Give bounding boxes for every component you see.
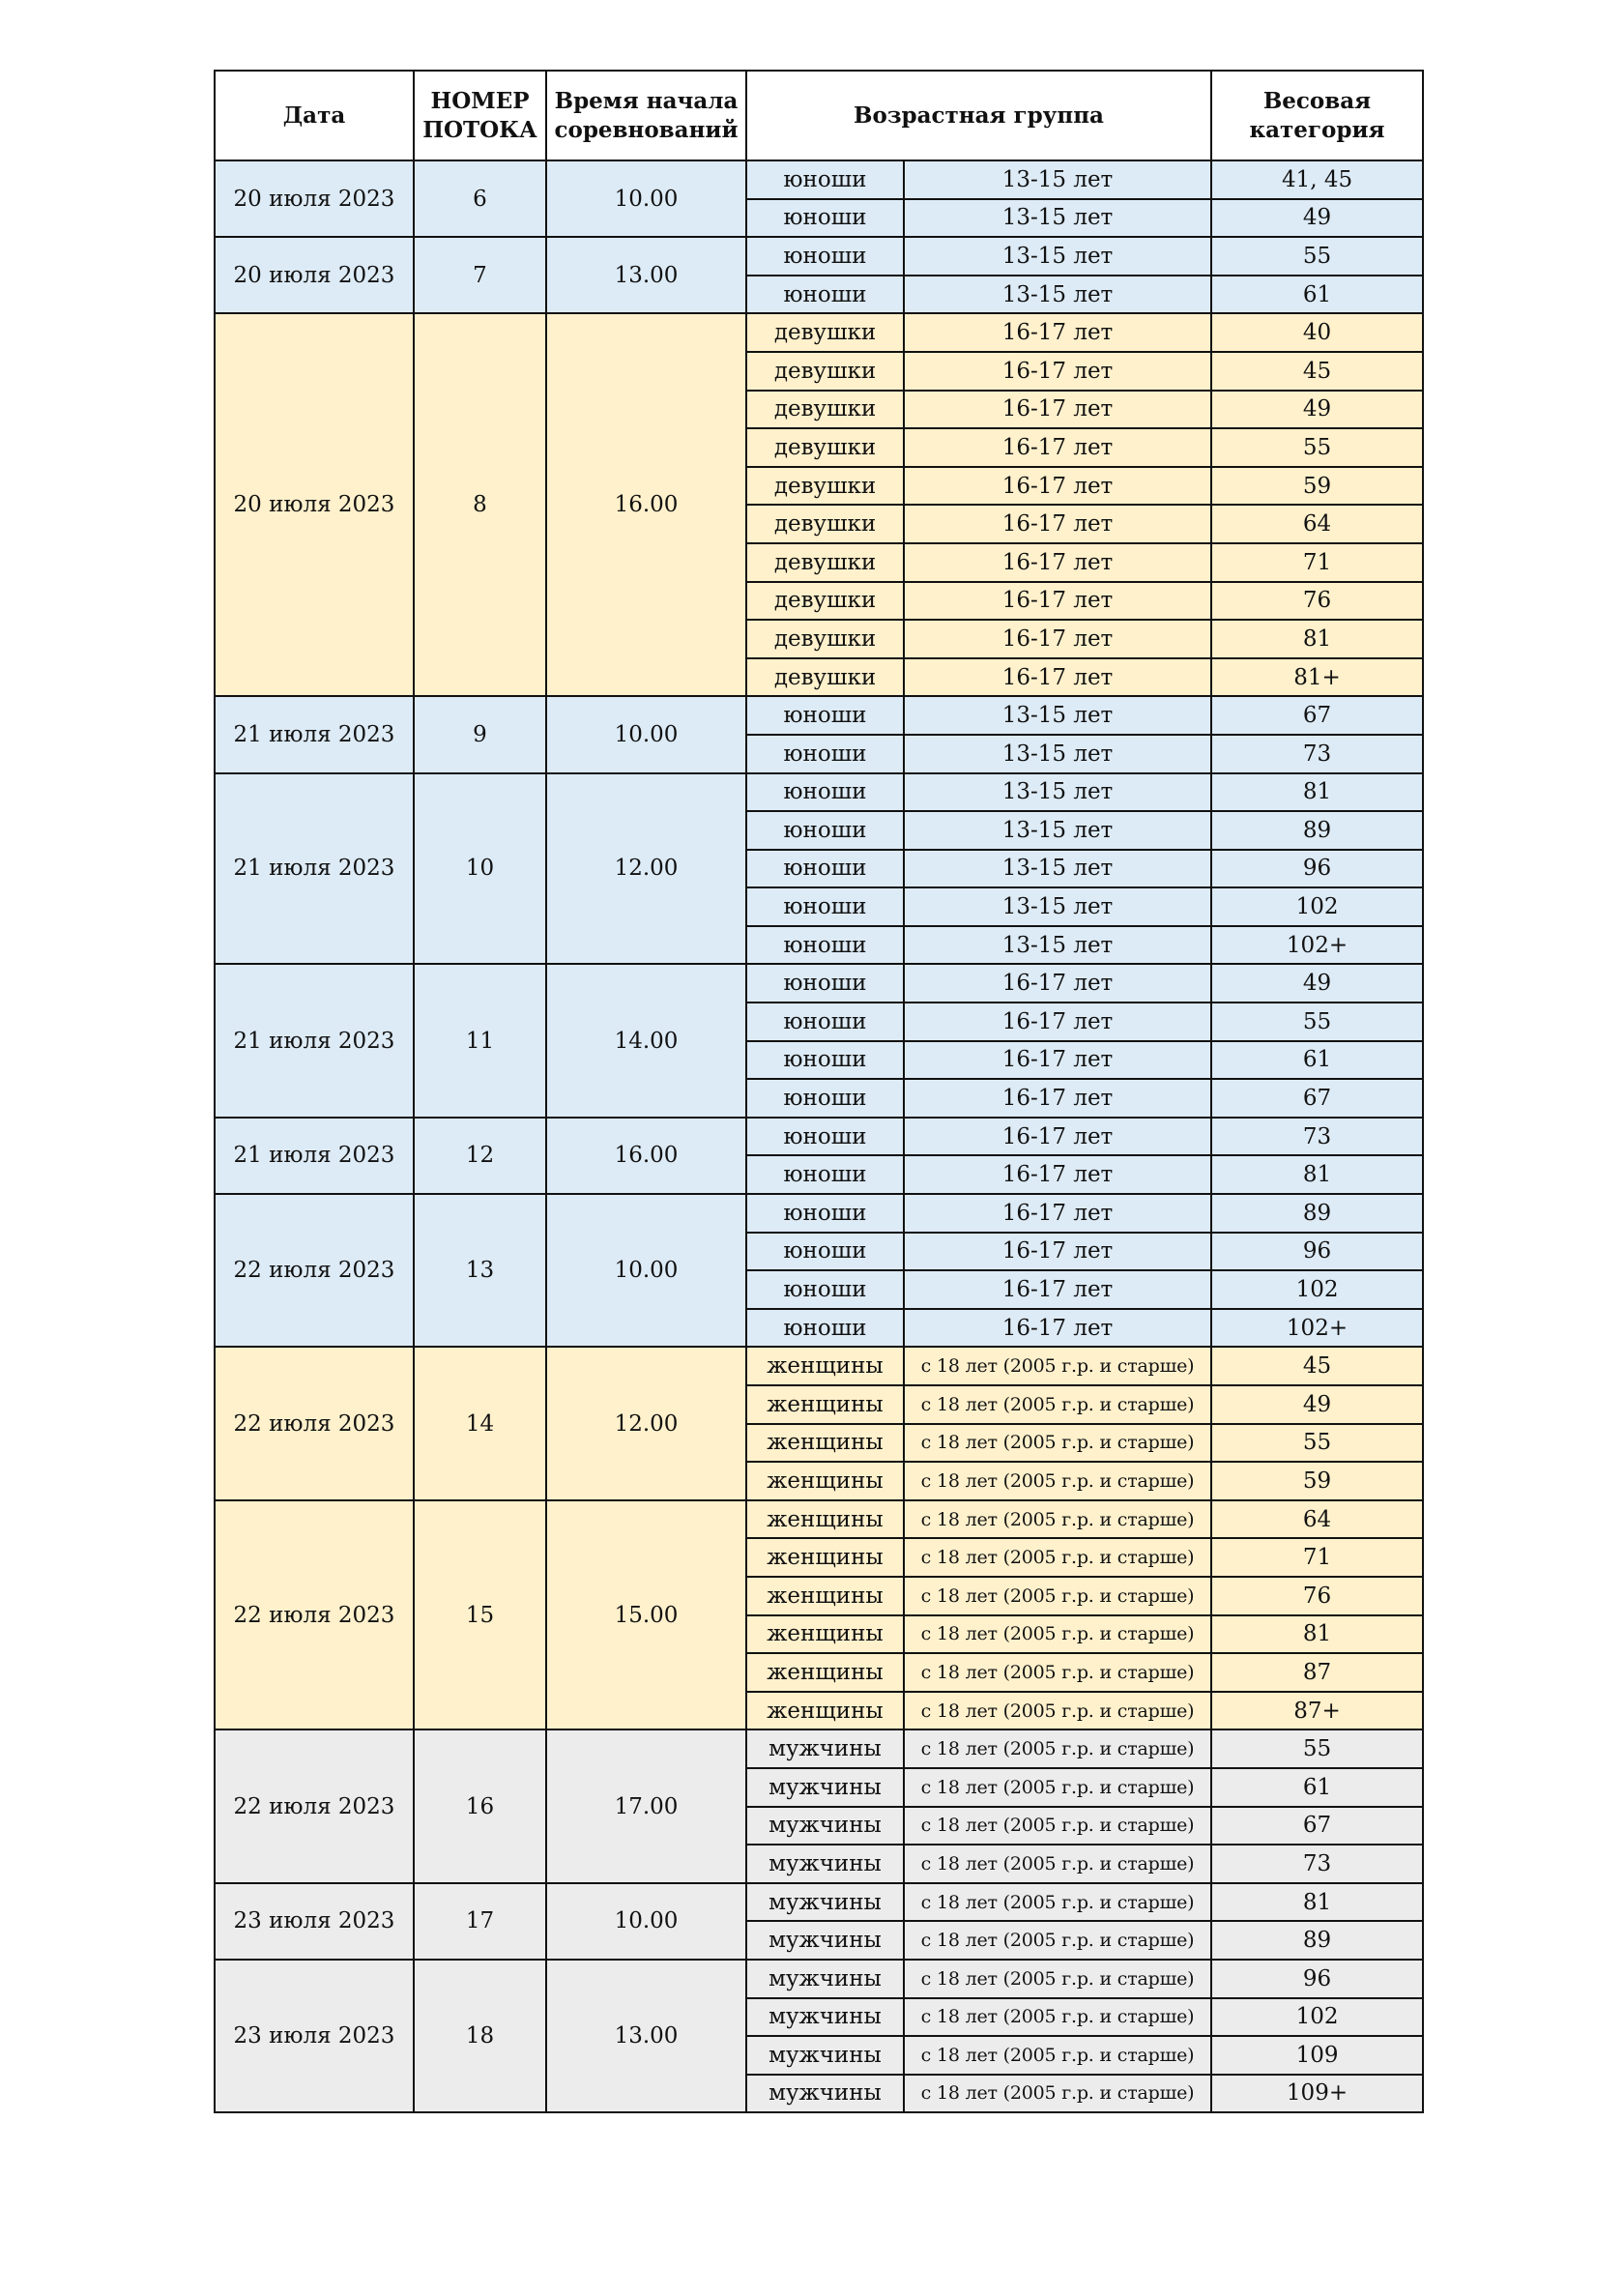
weight-category-cell: 67: [1211, 1807, 1423, 1846]
age-range-cell: с 18 лет (2005 г.р. и старше): [904, 1462, 1211, 1500]
gender-cell: девушки: [746, 543, 904, 582]
weight-category-cell: 89: [1211, 811, 1423, 850]
age-range-cell: 13-15 лет: [904, 199, 1211, 238]
age-range-cell: с 18 лет (2005 г.р. и старше): [904, 1729, 1211, 1768]
gender-cell: юноши: [746, 1233, 904, 1271]
date-cell: 22 июля 2023: [215, 1194, 414, 1347]
gender-cell: девушки: [746, 391, 904, 429]
gender-cell: женщины: [746, 1653, 904, 1692]
table-row: [215, 1960, 1423, 1998]
gender-cell: юноши: [746, 276, 904, 314]
gender-cell: юноши: [746, 1309, 904, 1348]
age-range-cell: 16-17 лет: [904, 543, 1211, 582]
gender-cell: мужчины: [746, 2075, 904, 2113]
gender-cell: юноши: [746, 237, 904, 276]
weight-category-cell: 64: [1211, 505, 1423, 543]
table-row: [215, 964, 1423, 1003]
age-range-cell: с 18 лет (2005 г.р. и старше): [904, 1845, 1211, 1883]
age-range-cell: 16-17 лет: [904, 428, 1211, 467]
gender-cell: юноши: [746, 1041, 904, 1080]
age-range-cell: с 18 лет (2005 г.р. и старше): [904, 1807, 1211, 1846]
weight-category-cell: 81: [1211, 773, 1423, 812]
age-range-cell: с 18 лет (2005 г.р. и старше): [904, 1577, 1211, 1615]
start-time-cell: 15.00: [546, 1500, 746, 1730]
start-time-cell: 10.00: [546, 1194, 746, 1347]
weight-category-cell: 71: [1211, 543, 1423, 582]
gender-cell: юноши: [746, 1194, 904, 1233]
age-range-cell: 16-17 лет: [904, 1003, 1211, 1041]
gender-cell: мужчины: [746, 1960, 904, 1998]
start-time-cell: 14.00: [546, 964, 746, 1117]
header-row: [215, 71, 1423, 160]
age-range-cell: 13-15 лет: [904, 276, 1211, 314]
table-row: [215, 696, 1423, 735]
table-row: [215, 1194, 1423, 1233]
date-cell: 23 июля 2023: [215, 1960, 414, 2112]
weight-category-cell: 64: [1211, 1500, 1423, 1539]
gender-cell: девушки: [746, 582, 904, 621]
stream-number-cell: 12: [414, 1118, 546, 1194]
age-range-cell: 13-15 лет: [904, 773, 1211, 812]
age-range-cell: с 18 лет (2005 г.р. и старше): [904, 1424, 1211, 1463]
age-range-cell: 13-15 лет: [904, 735, 1211, 773]
gender-cell: девушки: [746, 505, 904, 543]
age-range-cell: 13-15 лет: [904, 696, 1211, 735]
date-cell: 21 июля 2023: [215, 1118, 414, 1194]
table-row: [215, 1118, 1423, 1156]
age-range-cell: 16-17 лет: [904, 620, 1211, 658]
age-range-cell: 16-17 лет: [904, 1118, 1211, 1156]
age-range-cell: 16-17 лет: [904, 1233, 1211, 1271]
age-range-cell: 16-17 лет: [904, 1041, 1211, 1080]
weight-category-cell: 45: [1211, 1347, 1423, 1385]
age-range-cell: 16-17 лет: [904, 582, 1211, 621]
weight-category-cell: 102: [1211, 887, 1423, 926]
stream-number-cell: 13: [414, 1194, 546, 1347]
start-time-cell: 12.00: [546, 773, 746, 965]
start-time-cell: 12.00: [546, 1347, 746, 1499]
weight-category-cell: 89: [1211, 1194, 1423, 1233]
weight-category-cell: 61: [1211, 1041, 1423, 1080]
weight-category-cell: 87: [1211, 1653, 1423, 1692]
table-row: [215, 1500, 1423, 1539]
gender-cell: юноши: [746, 811, 904, 850]
start-time-cell: 13.00: [546, 237, 746, 313]
age-range-cell: с 18 лет (2005 г.р. и старше): [904, 2036, 1211, 2075]
age-range-cell: 16-17 лет: [904, 352, 1211, 391]
date-cell: 21 июля 2023: [215, 773, 414, 965]
table-row: [215, 1347, 1423, 1385]
weight-category-cell: 73: [1211, 735, 1423, 773]
weight-category-cell: 40: [1211, 313, 1423, 352]
age-range-cell: 16-17 лет: [904, 1270, 1211, 1309]
gender-cell: юноши: [746, 964, 904, 1003]
gender-cell: женщины: [746, 1538, 904, 1577]
weight-category-cell: 81: [1211, 620, 1423, 658]
gender-cell: юноши: [746, 1003, 904, 1041]
gender-cell: юноши: [746, 926, 904, 965]
stream-number-cell: 7: [414, 237, 546, 313]
age-range-cell: 13-15 лет: [904, 811, 1211, 850]
weight-category-cell: 96: [1211, 1233, 1423, 1271]
stream-number-cell: 11: [414, 964, 546, 1117]
gender-cell: девушки: [746, 352, 904, 391]
stream-number-cell: 9: [414, 696, 546, 772]
gender-cell: женщины: [746, 1500, 904, 1539]
weight-category-cell: 81: [1211, 1615, 1423, 1654]
stream-number-cell: 18: [414, 1960, 546, 2112]
gender-cell: женщины: [746, 1424, 904, 1463]
weight-category-cell: 45: [1211, 352, 1423, 391]
age-range-cell: с 18 лет (2005 г.р. и старше): [904, 1538, 1211, 1577]
table-row: [215, 773, 1423, 812]
gender-cell: женщины: [746, 1462, 904, 1500]
age-range-cell: с 18 лет (2005 г.р. и старше): [904, 1347, 1211, 1385]
date-cell: 20 июля 2023: [215, 160, 414, 237]
age-range-cell: 16-17 лет: [904, 658, 1211, 697]
header-stream-number: НОМЕР ПОТОКА: [414, 71, 546, 160]
weight-category-cell: 55: [1211, 1424, 1423, 1463]
table-row: [215, 1883, 1423, 1922]
gender-cell: девушки: [746, 658, 904, 697]
weight-category-cell: 76: [1211, 582, 1423, 621]
stream-number-cell: 15: [414, 1500, 546, 1730]
gender-cell: юноши: [746, 735, 904, 773]
date-cell: 22 июля 2023: [215, 1347, 414, 1499]
age-range-cell: с 18 лет (2005 г.р. и старше): [904, 1768, 1211, 1807]
weight-category-cell: 55: [1211, 428, 1423, 467]
gender-cell: женщины: [746, 1385, 904, 1424]
weight-category-cell: 67: [1211, 696, 1423, 735]
age-range-cell: с 18 лет (2005 г.р. и старше): [904, 1500, 1211, 1539]
age-range-cell: с 18 лет (2005 г.р. и старше): [904, 2075, 1211, 2113]
start-time-cell: 10.00: [546, 1883, 746, 1960]
gender-cell: женщины: [746, 1347, 904, 1385]
weight-category-cell: 87+: [1211, 1692, 1423, 1730]
stream-number-cell: 10: [414, 773, 546, 965]
date-cell: 23 июля 2023: [215, 1883, 414, 1960]
weight-category-cell: 102+: [1211, 926, 1423, 965]
weight-category-cell: 49: [1211, 391, 1423, 429]
weight-category-cell: 109+: [1211, 2075, 1423, 2113]
header-start-time: Время начала соревнований: [546, 71, 746, 160]
start-time-cell: 10.00: [546, 696, 746, 772]
gender-cell: женщины: [746, 1577, 904, 1615]
weight-category-cell: 102: [1211, 1998, 1423, 2037]
age-range-cell: 13-15 лет: [904, 160, 1211, 199]
table-row: [215, 313, 1423, 352]
weight-category-cell: 96: [1211, 1960, 1423, 1998]
age-range-cell: 16-17 лет: [904, 1155, 1211, 1194]
age-range-cell: с 18 лет (2005 г.р. и старше): [904, 1385, 1211, 1424]
age-range-cell: 16-17 лет: [904, 1079, 1211, 1118]
gender-cell: юноши: [746, 1155, 904, 1194]
age-range-cell: с 18 лет (2005 г.р. и старше): [904, 1998, 1211, 2037]
age-range-cell: 16-17 лет: [904, 313, 1211, 352]
age-range-cell: 16-17 лет: [904, 467, 1211, 506]
stream-number-cell: 8: [414, 313, 546, 696]
stream-number-cell: 14: [414, 1347, 546, 1499]
gender-cell: юноши: [746, 773, 904, 812]
gender-cell: девушки: [746, 620, 904, 658]
age-range-cell: 13-15 лет: [904, 850, 1211, 888]
age-range-cell: с 18 лет (2005 г.р. и старше): [904, 1921, 1211, 1960]
start-time-cell: 16.00: [546, 1118, 746, 1194]
table-body: [215, 160, 1423, 2112]
weight-category-cell: 59: [1211, 1462, 1423, 1500]
weight-category-cell: 89: [1211, 1921, 1423, 1960]
date-cell: 20 июля 2023: [215, 313, 414, 696]
weight-category-cell: 61: [1211, 276, 1423, 314]
stream-number-cell: 17: [414, 1883, 546, 1960]
gender-cell: юноши: [746, 887, 904, 926]
weight-category-cell: 76: [1211, 1577, 1423, 1615]
age-range-cell: 16-17 лет: [904, 1194, 1211, 1233]
table-header: [215, 71, 1423, 160]
age-range-cell: 16-17 лет: [904, 964, 1211, 1003]
start-time-cell: 16.00: [546, 313, 746, 696]
gender-cell: мужчины: [746, 1729, 904, 1768]
weight-category-cell: 49: [1211, 199, 1423, 238]
gender-cell: юноши: [746, 160, 904, 199]
gender-cell: юноши: [746, 1270, 904, 1309]
weight-category-cell: 61: [1211, 1768, 1423, 1807]
stream-number-cell: 6: [414, 160, 546, 237]
age-range-cell: 13-15 лет: [904, 237, 1211, 276]
gender-cell: женщины: [746, 1692, 904, 1730]
date-cell: 21 июля 2023: [215, 696, 414, 772]
weight-category-cell: 73: [1211, 1118, 1423, 1156]
age-range-cell: 16-17 лет: [904, 391, 1211, 429]
weight-category-cell: 73: [1211, 1845, 1423, 1883]
gender-cell: мужчины: [746, 1998, 904, 2037]
gender-cell: мужчины: [746, 1883, 904, 1922]
gender-cell: юноши: [746, 696, 904, 735]
gender-cell: женщины: [746, 1615, 904, 1654]
age-range-cell: с 18 лет (2005 г.р. и старше): [904, 1960, 1211, 1998]
date-cell: 21 июля 2023: [215, 964, 414, 1117]
gender-cell: юноши: [746, 850, 904, 888]
gender-cell: мужчины: [746, 1807, 904, 1846]
age-range-cell: 16-17 лет: [904, 505, 1211, 543]
age-range-cell: с 18 лет (2005 г.р. и старше): [904, 1883, 1211, 1922]
weight-category-cell: 55: [1211, 1729, 1423, 1768]
table-row: [215, 160, 1423, 199]
gender-cell: юноши: [746, 1118, 904, 1156]
age-range-cell: 13-15 лет: [904, 926, 1211, 965]
weight-category-cell: 49: [1211, 1385, 1423, 1424]
start-time-cell: 17.00: [546, 1729, 746, 1882]
weight-category-cell: 49: [1211, 964, 1423, 1003]
weight-category-cell: 41, 45: [1211, 160, 1423, 199]
date-cell: 20 июля 2023: [215, 237, 414, 313]
gender-cell: юноши: [746, 1079, 904, 1118]
gender-cell: девушки: [746, 467, 904, 506]
weight-category-cell: 81: [1211, 1883, 1423, 1922]
age-range-cell: 13-15 лет: [904, 887, 1211, 926]
gender-cell: девушки: [746, 428, 904, 467]
gender-cell: мужчины: [746, 1921, 904, 1960]
age-range-cell: с 18 лет (2005 г.р. и старше): [904, 1692, 1211, 1730]
gender-cell: девушки: [746, 313, 904, 352]
weight-category-cell: 71: [1211, 1538, 1423, 1577]
header-date: Дата: [215, 71, 414, 160]
gender-cell: юноши: [746, 199, 904, 238]
weight-category-cell: 59: [1211, 467, 1423, 506]
weight-category-cell: 109: [1211, 2036, 1423, 2075]
weight-category-cell: 102: [1211, 1270, 1423, 1309]
weight-category-cell: 81: [1211, 1155, 1423, 1194]
weight-category-cell: 67: [1211, 1079, 1423, 1118]
weight-category-cell: 81+: [1211, 658, 1423, 697]
header-weight-category: Весовая категория: [1211, 71, 1423, 160]
gender-cell: мужчины: [746, 1768, 904, 1807]
header-age-group: Возрастная группа: [746, 71, 1211, 160]
start-time-cell: 10.00: [546, 160, 746, 237]
weight-category-cell: 102+: [1211, 1309, 1423, 1348]
date-cell: 22 июля 2023: [215, 1500, 414, 1730]
age-range-cell: с 18 лет (2005 г.р. и старше): [904, 1653, 1211, 1692]
weight-category-cell: 55: [1211, 1003, 1423, 1041]
table-row: [215, 237, 1423, 276]
weight-category-cell: 96: [1211, 850, 1423, 888]
table-row: [215, 1729, 1423, 1768]
start-time-cell: 13.00: [546, 1960, 746, 2112]
age-range-cell: 16-17 лет: [904, 1309, 1211, 1348]
gender-cell: мужчины: [746, 1845, 904, 1883]
weight-category-cell: 55: [1211, 237, 1423, 276]
date-cell: 22 июля 2023: [215, 1729, 414, 1882]
stream-number-cell: 16: [414, 1729, 546, 1882]
schedule-table: [214, 70, 1424, 2113]
age-range-cell: с 18 лет (2005 г.р. и старше): [904, 1615, 1211, 1654]
gender-cell: мужчины: [746, 2036, 904, 2075]
